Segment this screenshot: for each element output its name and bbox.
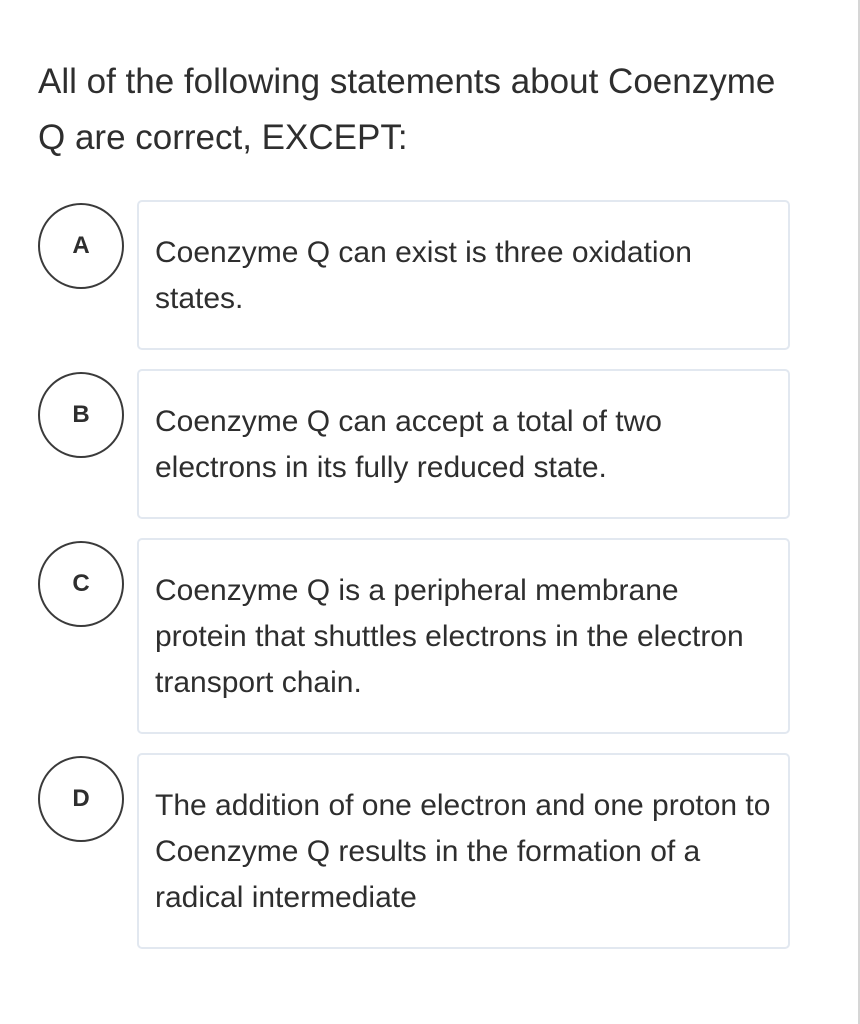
option-b-text: Coenzyme Q can accept a total of two electrons in its fully reduced state.: [155, 405, 662, 484]
option-a-letter-badge[interactable]: A: [38, 203, 124, 289]
option-d-letter-badge[interactable]: D: [38, 756, 124, 842]
option-c-letter-badge[interactable]: C: [38, 541, 124, 627]
option-c-card[interactable]: [137, 538, 790, 734]
option-b-card[interactable]: [137, 369, 790, 519]
option-a-card[interactable]: [137, 200, 790, 350]
option-b-letter-badge[interactable]: B: [38, 372, 124, 458]
option-a-text: Coenzyme Q can exist is three oxidation states.: [155, 236, 692, 315]
option-c-text: Coenzyme Q is a peripheral membrane protein that shuttles electrons in the electron transport chain.: [155, 574, 744, 699]
option-d-text: The addition of one electron and one proton to Coenzyme Q results in the formation of a radical intermediate: [155, 789, 771, 914]
option-d-card[interactable]: [137, 753, 790, 949]
question-text: All of the following statements about Coenzyme Q are correct, EXCEPT:: [38, 62, 776, 157]
